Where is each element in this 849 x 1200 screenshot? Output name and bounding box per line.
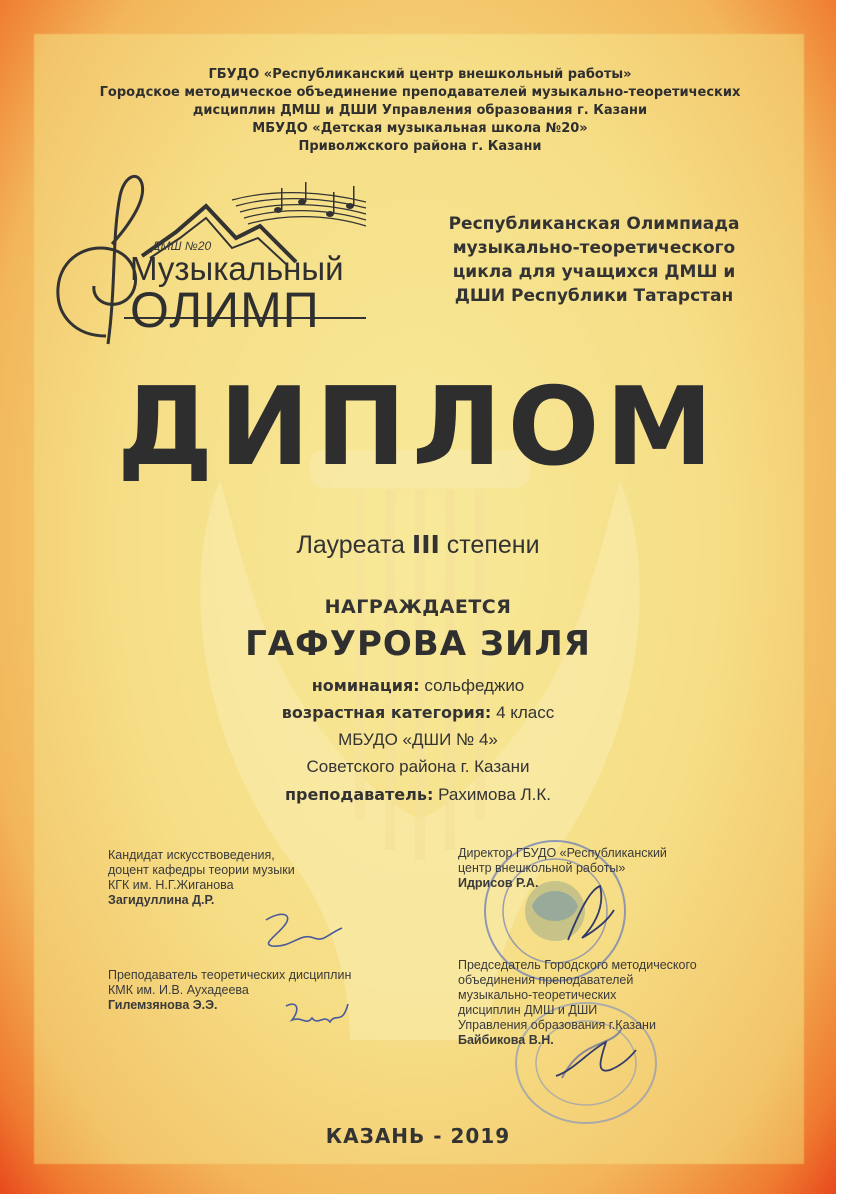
signature-line: КМК им. И.В. Аухадеева: [108, 983, 249, 997]
logo-line-1: Музыкальный: [130, 250, 344, 287]
laureate-prefix: Лауреата: [296, 531, 405, 559]
teacher-value: Рахимова Л.К.: [438, 785, 552, 804]
olympiad-description: [404, 212, 784, 308]
nomination-label: номинация:: [311, 676, 420, 695]
awarded-label: НАГРАЖДАЕТСЯ: [324, 596, 512, 618]
city-year: КАЗАНЬ - 2019: [325, 1124, 511, 1148]
signature-zagidullina: [258, 904, 348, 964]
header-line: ГБУДО «Республиканский центр внешкольный работы»: [208, 67, 632, 82]
signature-line: Управления образования г.Казани: [458, 1018, 656, 1032]
signature-line: Преподаватель теоретических дисциплин: [108, 968, 352, 982]
laureate-degree: [0, 530, 836, 560]
signature-line: доцент кафедры теории музыки: [108, 863, 295, 877]
district-line: Советского района г. Казани: [306, 757, 530, 776]
age-line: [0, 703, 836, 723]
signature-line: Председатель Городского методического: [458, 958, 697, 972]
signature-line: КГК им. Н.Г.Жиганова: [108, 878, 234, 892]
signature-line: Кандидат искусствоведения,: [108, 848, 275, 862]
teacher-label: преподаватель:: [284, 785, 434, 804]
laureate-roman: III: [411, 530, 440, 559]
teacher-line: [0, 785, 836, 805]
age-value: 4 класс: [496, 703, 555, 722]
signature-name: Идрисов Р.А.: [458, 876, 539, 890]
signature-line: музыкально-теоретических: [458, 988, 617, 1002]
signature-line: дисциплин ДМШ и ДШИ: [458, 1003, 598, 1017]
diploma-title: ДИПЛОМ: [117, 365, 719, 490]
header-line: дисциплин ДМШ и ДШИ Управления образования г. Казани: [192, 103, 648, 118]
signature-line: центр внешкольной работы»: [458, 861, 626, 875]
olympiad-logo: [46, 166, 376, 346]
school-line: МБУДО «ДШИ № 4»: [338, 730, 498, 749]
header-line: МБУДО «Детская музыкальная школа №20»: [252, 121, 588, 136]
signature-block-right-top: [458, 846, 667, 891]
signature-name: Гилемзянова Э.Э.: [108, 998, 218, 1012]
signature-name: Байбикова В.Н.: [458, 1033, 554, 1047]
nomination-line: [0, 676, 836, 696]
nomination-value: сольфеджио: [424, 676, 525, 695]
header-line: Городское методическое объединение преподавателей музыкально-теоретических: [99, 85, 741, 100]
signature-name: Загидуллина Д.Р.: [108, 893, 215, 907]
logo-school: ДМШ №20: [152, 239, 212, 253]
olympiad-line: музыкально-теоретического: [452, 238, 736, 258]
signature-line: объединения преподавателей: [458, 973, 634, 987]
olympiad-line: Республиканская Олимпиада: [448, 214, 740, 234]
olympiad-line: цикла для учащихся ДМШ и: [452, 262, 736, 282]
laureate-suffix: степени: [446, 531, 540, 559]
age-label: возрастная категория:: [281, 703, 492, 722]
signature-block-left-top: [108, 848, 295, 908]
header-line: Приволжского района г. Казани: [298, 139, 542, 154]
olympiad-line: ДШИ Республики Татарстан: [454, 286, 734, 306]
recipient-name: ГАФУРОВА ЗИЛЯ: [245, 624, 591, 664]
signature-block-right-bottom: [458, 958, 697, 1048]
signature-line: Директор ГБУДО «Республиканский: [458, 846, 667, 860]
signature-block-left-bottom: [108, 968, 351, 1013]
logo-line-2: ОЛИМП: [130, 282, 320, 338]
organizers-header: [40, 66, 800, 156]
